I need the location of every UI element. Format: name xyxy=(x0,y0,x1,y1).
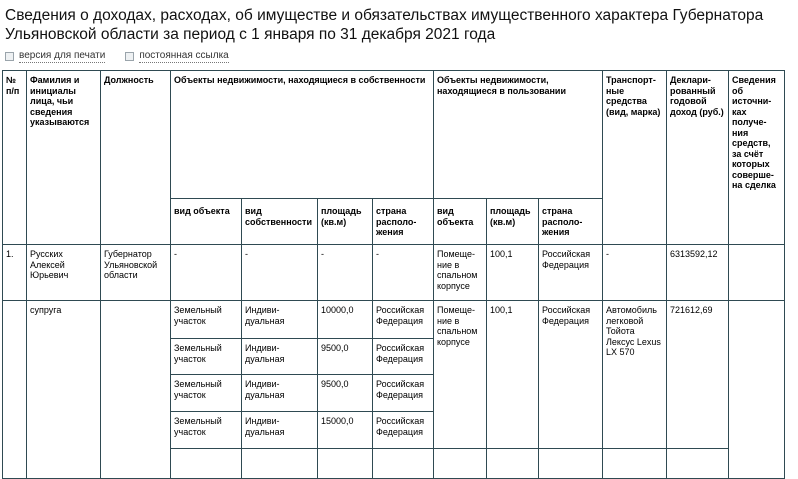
cell-income: 721612,69 xyxy=(667,301,729,449)
subheader-owned-area: площадь (кв.м) xyxy=(318,199,373,245)
subheader-owned-type: вид объекта xyxy=(171,199,242,245)
cell-own-kind: Индиви-дуальная xyxy=(242,412,318,449)
cell-own-type: - xyxy=(171,245,242,301)
cell-own-area: 15000,0 xyxy=(318,412,373,449)
subheader-used-country: страна располо-жения xyxy=(539,199,603,245)
print-version-link[interactable] xyxy=(5,50,105,63)
cell-use-area: 100,1 xyxy=(487,245,539,301)
cell-own-type: Земельный участок xyxy=(171,375,242,412)
header-num: № п/п xyxy=(3,71,27,245)
print-icon xyxy=(5,52,14,61)
cell-num: 1. xyxy=(3,245,27,301)
cell-use-type: Помеще-ние в спальном корпусе xyxy=(434,245,487,301)
print-version-label: версия для печати xyxy=(19,50,106,61)
cell-empty xyxy=(487,449,539,479)
header-name: Фамилия и инициалы лица, чьи сведения указываются xyxy=(27,71,101,245)
cell-own-kind: Индиви-дуальная xyxy=(242,339,318,375)
cell-own-country: Российская Федерация xyxy=(373,412,434,449)
cell-own-country: Российская Федерация xyxy=(373,339,434,375)
cell-own-type: Земельный участок xyxy=(171,412,242,449)
cell-income: 6313592,12 xyxy=(667,245,729,301)
page-links xyxy=(5,50,249,63)
cell-use-country: Российская Федерация xyxy=(539,301,603,449)
permalink-label: постоянная ссылка xyxy=(139,50,229,61)
subheader-used-area: площадь (кв.м) xyxy=(487,199,539,245)
cell-empty xyxy=(373,449,434,479)
header-position: Должность xyxy=(101,71,171,245)
header-row xyxy=(3,71,785,199)
subheader-owned-ownership: вид собственности xyxy=(242,199,318,245)
cell-own-area: 9500,0 xyxy=(318,375,373,412)
cell-own-kind: - xyxy=(242,245,318,301)
cell-transport: Автомобиль легковой Тойота Лексус Lexus LX 570 xyxy=(603,301,667,449)
cell-own-area: - xyxy=(318,245,373,301)
cell-empty xyxy=(667,449,729,479)
cell-empty xyxy=(539,449,603,479)
cell-empty xyxy=(434,449,487,479)
header-income: Деклари-рованный годовой доход (руб.) xyxy=(667,71,729,245)
cell-use-type: Помеще-ние в спальном корпусе xyxy=(434,301,487,449)
table-row xyxy=(3,245,785,301)
cell-use-country: Российская Федерация xyxy=(539,245,603,301)
cell-empty xyxy=(171,449,242,479)
cell-own-type: Земельный участок xyxy=(171,339,242,375)
subheader-used-type: вид объекта xyxy=(434,199,487,245)
cell-use-area: 100,1 xyxy=(487,301,539,449)
permalink-link[interactable] xyxy=(125,50,228,63)
table-row xyxy=(3,301,785,339)
cell-name: Русских Алексей Юрьевич xyxy=(27,245,101,301)
cell-position: Губернатор Ульяновской области xyxy=(101,245,171,301)
declaration-table xyxy=(2,70,785,479)
cell-position xyxy=(101,301,171,479)
cell-own-kind: Индиви-дуальная xyxy=(242,301,318,339)
cell-own-country: Российская Федерация xyxy=(373,301,434,339)
cell-own-area: 10000,0 xyxy=(318,301,373,339)
header-transport: Транспорт-ные средства (вид, марка) xyxy=(603,71,667,245)
cell-sources xyxy=(729,301,785,479)
cell-sources xyxy=(729,245,785,301)
cell-num xyxy=(3,301,27,479)
header-sources: Сведения об источни-ках получе-ния средств, за счёт которых соверше-на сделка xyxy=(729,71,785,245)
link-icon xyxy=(125,52,134,61)
cell-transport: - xyxy=(603,245,667,301)
cell-empty xyxy=(603,449,667,479)
header-owned-property: Объекты недвижимости, находящиеся в собственности xyxy=(171,71,434,199)
subheader-owned-country: страна располо-жения xyxy=(373,199,434,245)
cell-empty xyxy=(242,449,318,479)
cell-own-type: Земельный участок xyxy=(171,301,242,339)
header-used-property: Объекты недвижимости, находящиеся в пользовании xyxy=(434,71,603,199)
cell-own-country: Российская Федерация xyxy=(373,375,434,412)
cell-name: супруга xyxy=(27,301,101,479)
cell-own-kind: Индиви-дуальная xyxy=(242,375,318,412)
cell-own-area: 9500,0 xyxy=(318,339,373,375)
cell-own-country: - xyxy=(373,245,434,301)
cell-empty xyxy=(318,449,373,479)
page-title: Сведения о доходах, расходах, об имуществе и обязательствах имущественного характера Губернатора Ульяновской области за период с 1 января по 31 декабря 2021 года xyxy=(5,7,764,43)
